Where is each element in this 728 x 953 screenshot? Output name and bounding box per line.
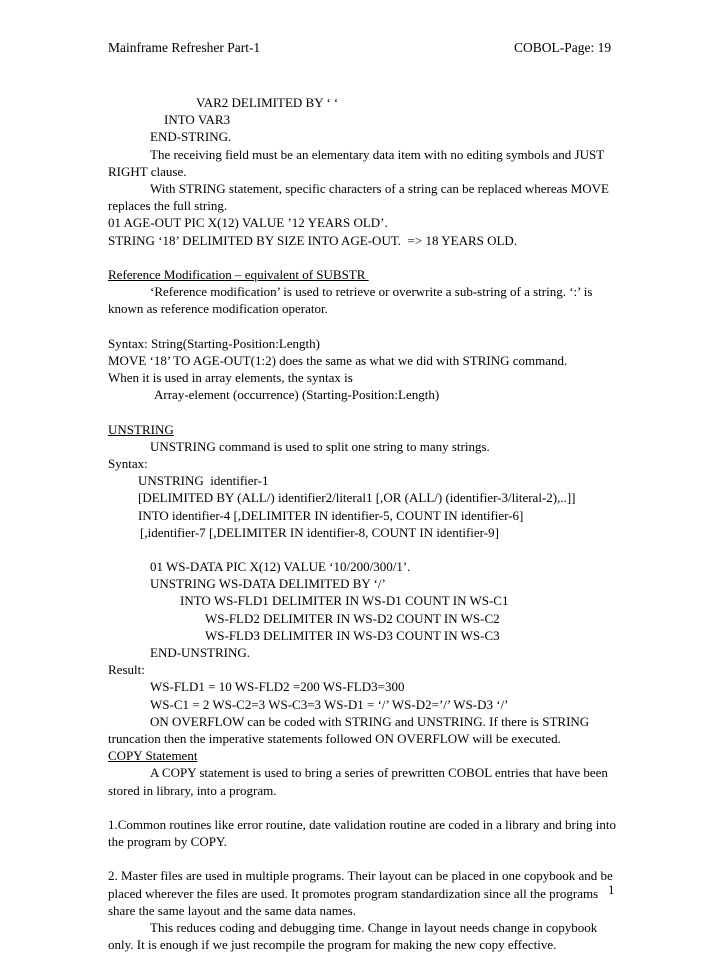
text-line: ‘Reference modification’ is used to retrieve or overwrite a sub-string of a string. ‘:’ is [150, 284, 593, 300]
header-page-label: COBOL-Page: 19 [514, 40, 612, 55]
header-title: Mainframe Refresher Part-1 [108, 40, 261, 55]
text-line: [,identifier-7 [,DELIMITER IN identifier-8, COUNT IN identifier-9] [140, 524, 499, 540]
text-line: WS-FLD3 DELIMITER IN WS-D3 COUNT IN WS-C3 [205, 627, 500, 643]
text-line: UNSTRING command is used to split one string to many strings. [150, 438, 490, 454]
text-line: This reduces coding and debugging time. Change in layout needs change in copybook [150, 920, 598, 935]
text-line: INTO VAR3 [164, 112, 231, 128]
text-line: WS-FLD2 DELIMITER IN WS-D2 COUNT IN WS-C2 [205, 610, 500, 626]
text-line: END-UNSTRING. [150, 645, 251, 660]
text-line: 1.Common routines like error routine, date validation routine are coded in a library and bring into [108, 816, 616, 832]
text-line: When it is used in array elements, the syntax is [108, 370, 353, 385]
text-line: INTO WS-FLD1 DELIMITER IN WS-D1 COUNT IN WS-C1 [180, 593, 509, 609]
text-line: END-STRING. [150, 129, 232, 145]
text-line: A COPY statement is used to bring a series of prewritten COBOL entries that have been [150, 765, 608, 781]
text-line: INTO identifier-4 [,DELIMITER IN identifier-5, COUNT IN identifier-6] [138, 507, 524, 523]
text-line: With STRING statement, specific characters of a string can be replaced whereas MOVE [150, 180, 609, 196]
section-heading: COPY Statement [108, 748, 198, 764]
text-line: [DELIMITED BY (ALL/) identifier2/literal1 [,OR (ALL/) (identifier-3/literal-2),..]] [138, 490, 576, 506]
page-number: 1 [608, 882, 615, 897]
text-line: UNSTRING identifier-1 [138, 473, 269, 489]
blank-line [108, 541, 628, 558]
text-line: share the same layout and the same data names. [108, 902, 356, 918]
text-line: VAR2 DELIMITED BY ‘ ‘ [196, 95, 339, 110]
section-heading: Reference Modification – equivalent of SUBSTR [108, 266, 369, 282]
text-line: STRING ‘18’ DELIMITED BY SIZE INTO AGE-OUT. => 18 YEARS OLD. [108, 232, 518, 248]
text-line: 2. Master files are used in multiple programs. Their layout can be placed in one copybook and be [108, 868, 613, 884]
text-line: RIGHT clause. [108, 163, 187, 179]
blank-line [108, 403, 628, 420]
text-line: 01 WS-DATA PIC X(12) VALUE ‘10/200/300/1’. [150, 559, 411, 575]
text-line: truncation then the imperative statements followed ON OVERFLOW will be executed. [108, 730, 561, 746]
section-heading: UNSTRING [108, 421, 174, 437]
blank-line [108, 317, 628, 334]
blank-line [108, 249, 628, 266]
text-line: WS-FLD1 = 10 WS-FLD2 =200 WS-FLD3=300 [150, 679, 405, 695]
text-line: The receiving field must be an elementary data item with no editing symbols and JUST [150, 146, 605, 162]
text-line: 01 AGE-OUT PIC X(12) VALUE ’12 YEARS OLD’. [108, 215, 388, 231]
text-line: known as reference modification operator. [108, 301, 328, 317]
text-line: the program by COPY. [108, 834, 227, 850]
document-body [108, 94, 628, 953]
text-line: Syntax: [108, 455, 148, 471]
text-line: WS-C1 = 2 WS-C2=3 WS-C3=3 WS-D1 = ‘/’ WS-D2=’/’ WS-D3 ‘/’ [150, 696, 509, 712]
text-line: Array-element (occurrence) (Starting-Position:Length) [154, 387, 440, 403]
text-line: ON OVERFLOW can be coded with STRING and UNSTRING. If there is STRING [150, 713, 590, 729]
text-line: MOVE ‘18’ TO AGE-OUT(1:2) does the same as what we did with STRING command. [108, 352, 568, 368]
text-line: Result: [108, 662, 145, 678]
text-line: replaces the full string. [108, 198, 228, 214]
text-line: only. It is enough if we just recompile the program for making the new copy effective. [108, 937, 557, 953]
blank-line [108, 850, 628, 867]
text-line: Syntax: String(Starting-Position:Length) [108, 335, 320, 351]
text-line: stored in library, into a program. [108, 782, 277, 798]
blank-line [108, 799, 628, 816]
text-line: placed wherever the files are used. It promotes program standardization since all the programs [108, 885, 599, 901]
text-line: UNSTRING WS-DATA DELIMITED BY ‘/’ [150, 576, 386, 592]
